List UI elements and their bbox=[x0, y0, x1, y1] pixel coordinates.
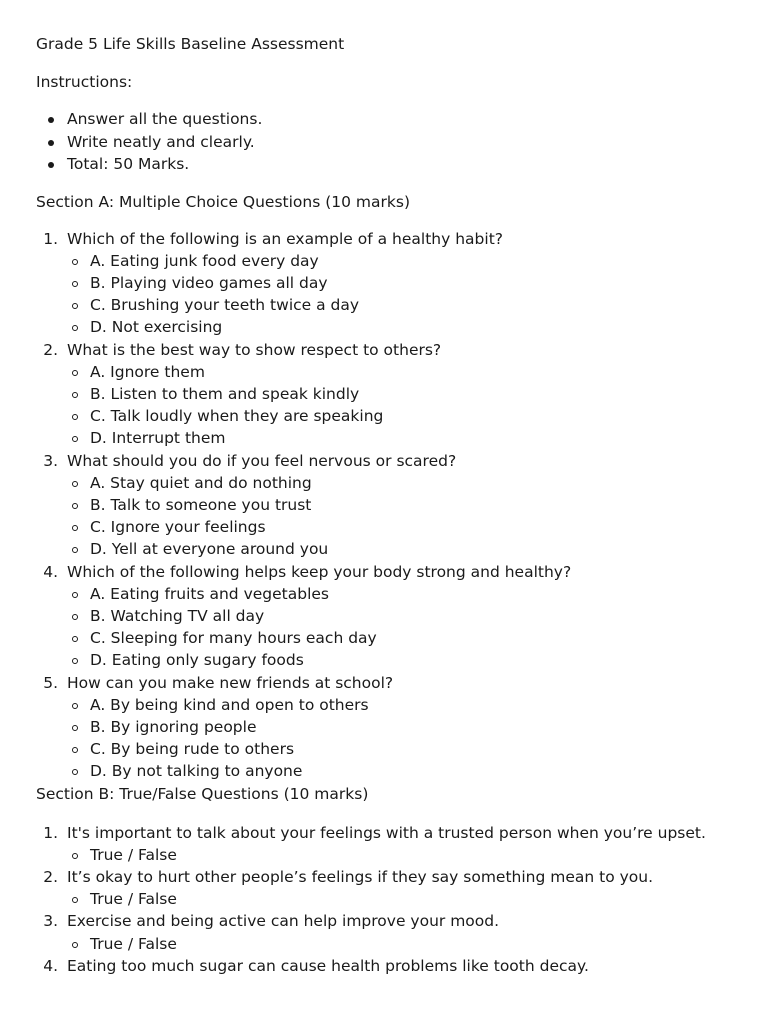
question-number: 2. bbox=[43, 340, 58, 359]
answer-options bbox=[67, 888, 732, 910]
question-number: 4. bbox=[43, 956, 58, 975]
answer-option: B. Watching TV all day bbox=[67, 605, 732, 627]
answer-option: True / False bbox=[67, 844, 732, 866]
question-text: How can you make new friends at school? bbox=[67, 673, 394, 692]
answer-option: A. Eating fruits and vegetables bbox=[67, 583, 732, 605]
question-item bbox=[36, 955, 732, 977]
answer-option: A. Eating junk food every day bbox=[67, 250, 732, 272]
question-text: Exercise and being active can help improve your mood. bbox=[67, 912, 500, 931]
answer-option: A. Ignore them bbox=[67, 361, 732, 383]
answer-option: A. Stay quiet and do nothing bbox=[67, 472, 732, 494]
question-number: 5. bbox=[43, 673, 58, 692]
question-text: Eating too much sugar can cause health problems like tooth decay. bbox=[67, 956, 589, 975]
section-a-questions bbox=[36, 228, 732, 783]
instructions-list bbox=[36, 108, 732, 176]
question-text: Which of the following is an example of a healthy habit? bbox=[67, 229, 503, 248]
question-number: 3. bbox=[43, 912, 58, 931]
document-title: Grade 5 Life Skills Baseline Assessment bbox=[36, 35, 345, 53]
question-number: 1. bbox=[43, 823, 58, 842]
question-text: It's important to talk about your feelings with a trusted person when you’re upset. bbox=[67, 823, 706, 842]
answer-options bbox=[67, 694, 732, 783]
question-number: 2. bbox=[43, 867, 58, 886]
question-number: 3. bbox=[43, 451, 58, 470]
answer-options bbox=[67, 844, 732, 866]
question-number: 4. bbox=[43, 562, 58, 581]
section-a-heading: Section A: Multiple Choice Questions (10 marks) bbox=[36, 192, 411, 211]
answer-option: C. Brushing your teeth twice a day bbox=[67, 294, 732, 316]
question-item bbox=[36, 672, 732, 783]
answer-options bbox=[67, 933, 732, 955]
answer-option: True / False bbox=[67, 888, 732, 910]
answer-options bbox=[67, 583, 732, 672]
answer-options bbox=[67, 361, 732, 450]
answer-options bbox=[67, 250, 732, 339]
question-text: It’s okay to hurt other people’s feelings if they say something mean to you. bbox=[67, 867, 654, 886]
question-number: 1. bbox=[43, 229, 58, 248]
answer-option: B. Listen to them and speak kindly bbox=[67, 383, 732, 405]
question-item bbox=[36, 866, 732, 910]
question-text: Which of the following helps keep your body strong and healthy? bbox=[67, 562, 572, 581]
instruction-item: Write neatly and clearly. bbox=[36, 131, 732, 154]
answer-option: C. By being rude to others bbox=[67, 738, 732, 760]
answer-option: C. Ignore your feelings bbox=[67, 516, 732, 538]
answer-option: B. By ignoring people bbox=[67, 716, 732, 738]
answer-option: D. By not talking to anyone bbox=[67, 760, 732, 782]
answer-options bbox=[67, 472, 732, 561]
answer-option: B. Playing video games all day bbox=[67, 272, 732, 294]
question-item bbox=[36, 228, 732, 339]
answer-option: C. Talk loudly when they are speaking bbox=[67, 405, 732, 427]
answer-option: D. Not exercising bbox=[67, 316, 732, 338]
answer-option: A. By being kind and open to others bbox=[67, 694, 732, 716]
question-item bbox=[36, 822, 732, 866]
answer-option: D. Yell at everyone around you bbox=[67, 538, 732, 560]
question-text: What should you do if you feel nervous or scared? bbox=[67, 451, 457, 470]
answer-option: True / False bbox=[67, 933, 732, 955]
instructions-heading: Instructions: bbox=[36, 73, 133, 91]
answer-option: D. Eating only sugary foods bbox=[67, 649, 732, 671]
answer-option: C. Sleeping for many hours each day bbox=[67, 627, 732, 649]
answer-option: B. Talk to someone you trust bbox=[67, 494, 732, 516]
question-item bbox=[36, 910, 732, 954]
instruction-item: Answer all the questions. bbox=[36, 108, 732, 131]
answer-option: D. Interrupt them bbox=[67, 427, 732, 449]
question-text: What is the best way to show respect to others? bbox=[67, 340, 442, 359]
section-b-questions bbox=[36, 822, 732, 977]
question-item bbox=[36, 339, 732, 450]
section-b-heading: Section B: True/False Questions (10 marks) bbox=[36, 784, 369, 803]
instruction-item: Total: 50 Marks. bbox=[36, 153, 732, 176]
question-item bbox=[36, 561, 732, 672]
question-item bbox=[36, 450, 732, 561]
